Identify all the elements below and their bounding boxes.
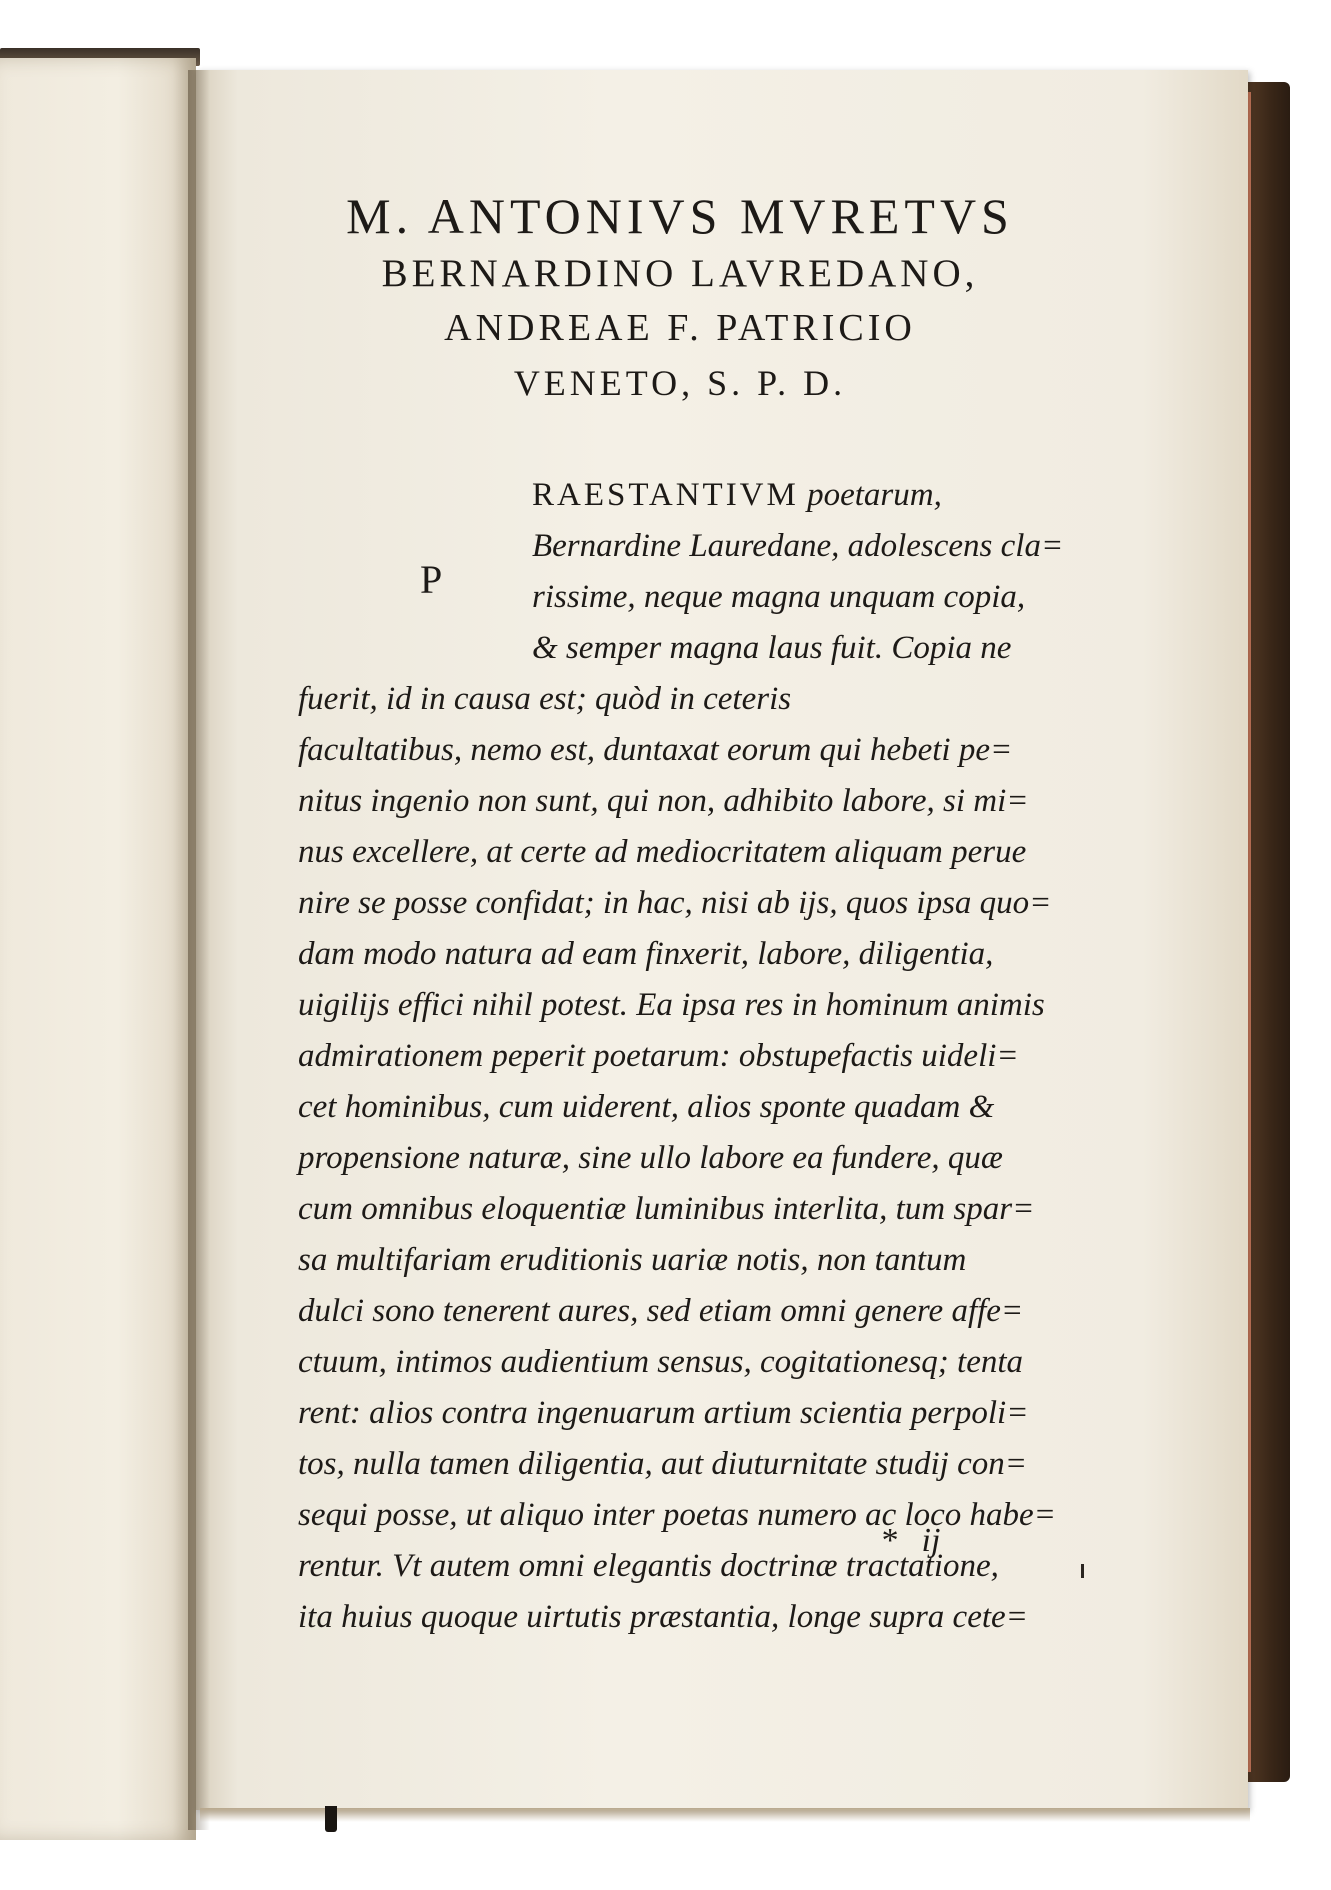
drop-cap: P [420,557,443,602]
text-line: cum omnibus eloquentiæ luminibus interlita, tum spar= [298,1191,1035,1227]
left-page [0,58,196,1840]
text-line: cet hominibus, cum uiderent, alios sponte quadam & [298,1089,995,1125]
opening-caps: RAESTANTIVM [532,477,799,513]
opening-lines [532,470,1080,674]
text-line: rentur. Vt autem omni elegantis doctrinæ tractatione, [298,1548,999,1584]
text-line: nitus ingenio non sunt, qui non, adhibito labore, si mi= [298,783,1029,819]
text-line: rissime, neque magna unquam copia, [532,579,1026,615]
text-line: propensione naturæ, sine ullo labore ea fundere, quæ [298,1140,1003,1176]
text-line: sa multifariam eruditionis uariæ notis, non tantum [298,1242,967,1278]
text-line: tos, nulla tamen diligentia, aut diuturnitate studij con= [298,1446,1027,1482]
text-line: sequi posse, ut aliquo inter poetas numero ac loco habe= [298,1497,1056,1533]
text-line: & semper magna laus fuit. Copia ne [532,630,1012,666]
dedication-heading [290,186,1070,411]
text-line: rent: alios contra ingenuarum artium scientia perpoli= [298,1395,1029,1431]
signature-mark: * ij [880,1522,941,1559]
heading-lineage: ANDREAE F. PATRICIO [444,307,916,349]
page-bottom-shadow [200,1808,1250,1822]
text-line: uigilijs effici nihil potest. Ea ipsa res in hominum animis [298,987,1045,1023]
page-mark [1081,1564,1084,1578]
text-line: ctuum, intimos audientium sensus, cogitationesq; tenta [298,1344,1024,1380]
text-line: dam modo natura ad eam finxerit, labore, diligentia, [298,936,994,972]
bookmark-ribbon [325,1806,337,1832]
body-text [298,674,1078,1643]
opening-line [532,470,1080,521]
text-line: ita huius quoque uirtutis præstantia, longe supra cete= [298,1599,1028,1635]
text-line: fuerit, id in causa est; quòd in ceteris [298,681,792,717]
opening-rest: poetarum, [798,477,942,513]
heading-recipient: BERNARDINO LAVREDANO, [381,252,979,295]
heading-salutation: VENETO, S. P. D. [513,363,847,403]
text-line: facultatibus, nemo est, duntaxat eorum qui hebeti pe= [298,732,1013,768]
text-line: admirationem peperit poetarum: obstupefactis uideli= [298,1038,1019,1074]
text-line: dulci sono tenerent aures, sed etiam omni genere affe= [298,1293,1024,1329]
gutter-shadow [188,70,210,1830]
text-line: nire se posse confidat; in hac, nisi ab ijs, quos ipsa quo= [298,885,1052,921]
text-line: Bernardine Lauredane, adolescens cla= [532,528,1064,564]
heading-author: M. ANTONIVS MVRETVS [346,188,1014,244]
text-line: nus excellere, at certe ad mediocritatem aliquam perue [298,834,1027,870]
